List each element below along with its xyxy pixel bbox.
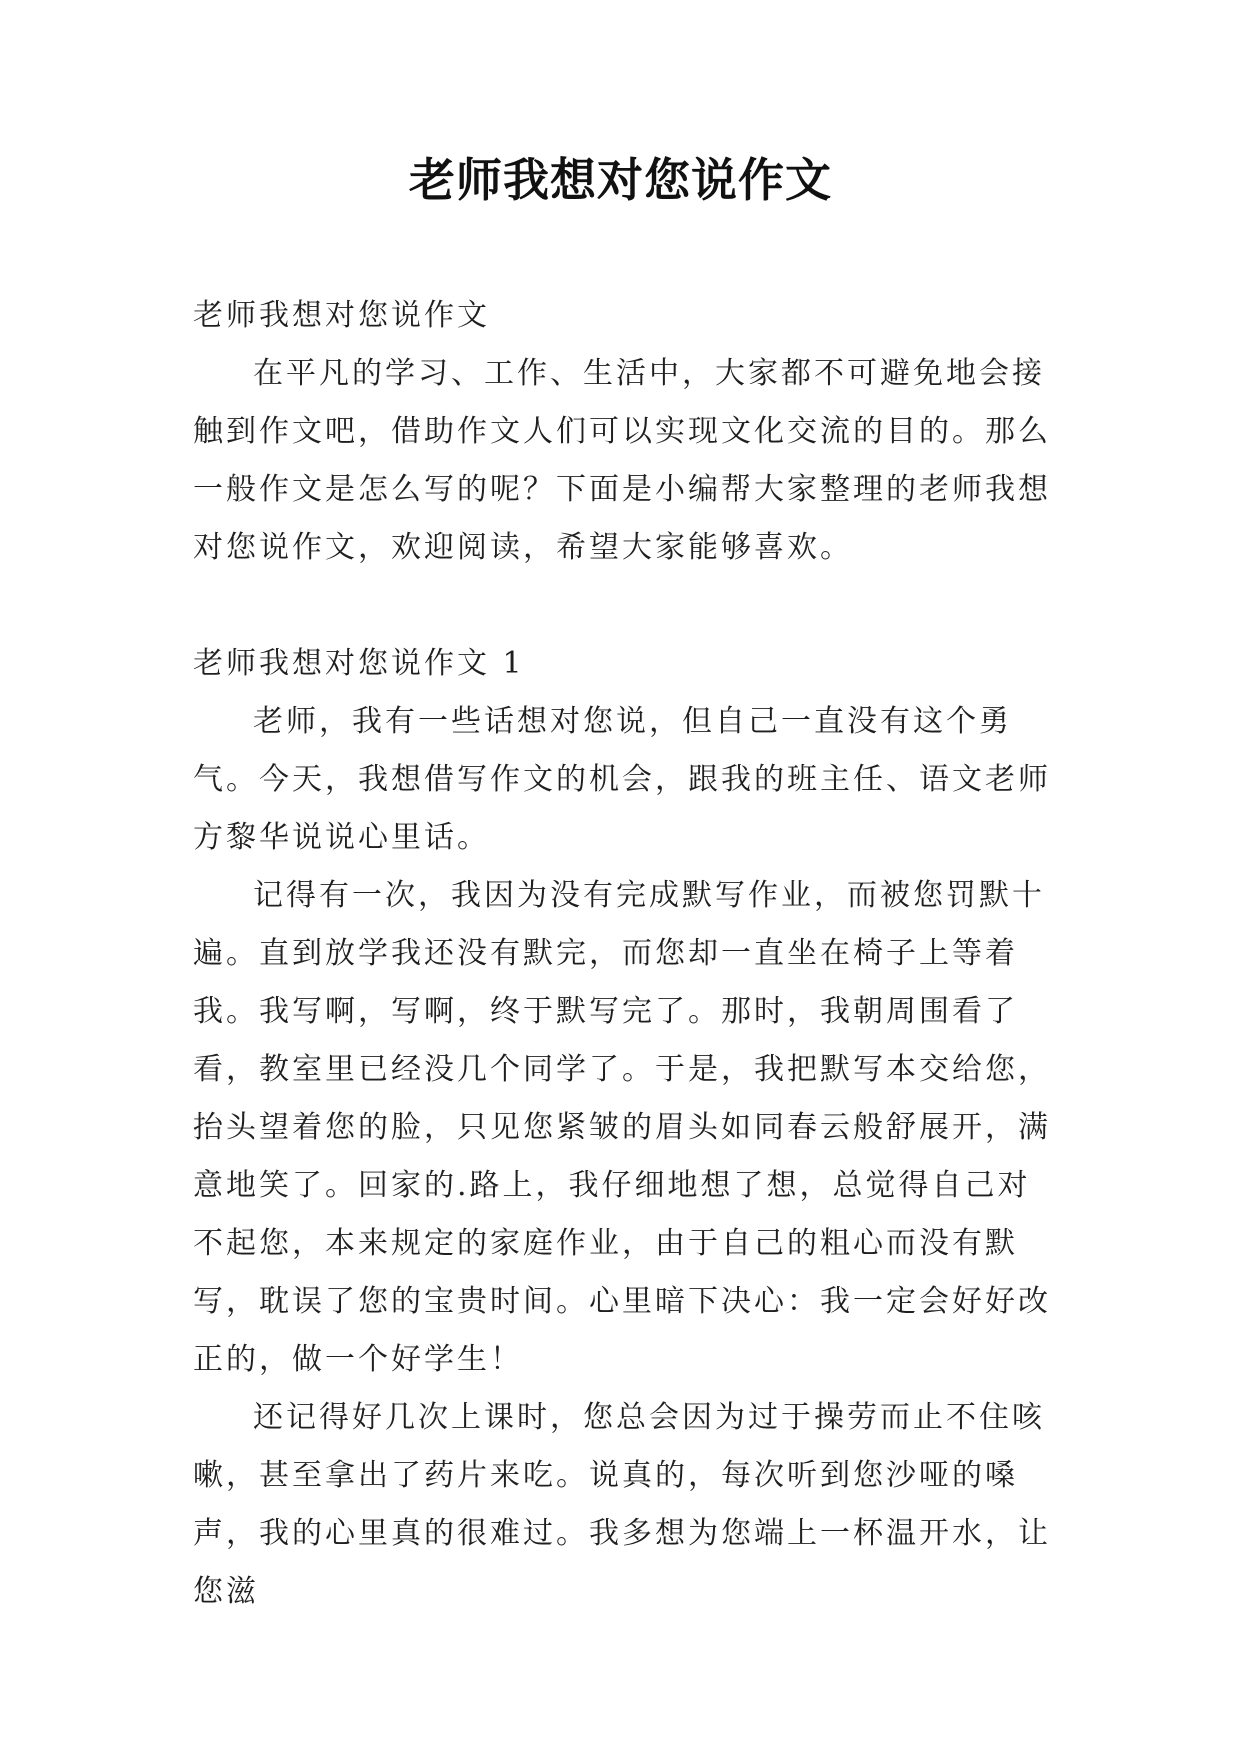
section1-paragraph-1: 老师，我有一些话想对您说，但自己一直没有这个勇气。今天，我想借写作文的机会，跟我的班主任、语文老师方黎华说说心里话。	[193, 704, 1051, 855]
intro-paragraph: 在平凡的学习、工作、生活中，大家都不可避免地会接触到作文吧，借助作文人们可以实现文化交流的目的。那么一般作文是怎么写的呢？下面是小编帮大家整理的老师我想对您说作文，欢迎阅读，希望大家能够喜欢。	[193, 356, 1051, 565]
section1-paragraph-3: 还记得好几次上课时，您总会因为过于操劳而止不住咳嗽，甚至拿出了药片来吃。说真的，每次听到您沙哑的嗓声，我的心里真的很难过。我多想为您端上一杯温开水，让您滋	[193, 1400, 1051, 1609]
paragraph-spacer	[193, 577, 1063, 635]
section1-paragraph-2: 记得有一次，我因为没有完成默写作业，而被您罚默十遍。直到放学我还没有默完，而您却一直坐在椅子上等着我。我写啊，写啊，终于默写完了。那时，我朝周围看了看，教室里已经没几个同学了。于是，我把默写本交给您，抬头望着您的脸，只见您紧皱的眉头如同春云般舒展开，满意地笑了。回家的.路上，我仔细地想了想，总觉得自己对不起您，本来规定的家庭作业，由于自己的粗心而没有默写，耽误了您的宝贵时间。心里暗下决心：我一定会好好改正的，做一个好学生！	[193, 878, 1051, 1377]
document-title: 老师我想对您说作文	[409, 153, 832, 207]
section1-heading: 老师我想对您说作文 1	[193, 646, 525, 681]
intro-heading: 老师我想对您说作文	[193, 298, 490, 333]
document-body	[193, 287, 1063, 1621]
